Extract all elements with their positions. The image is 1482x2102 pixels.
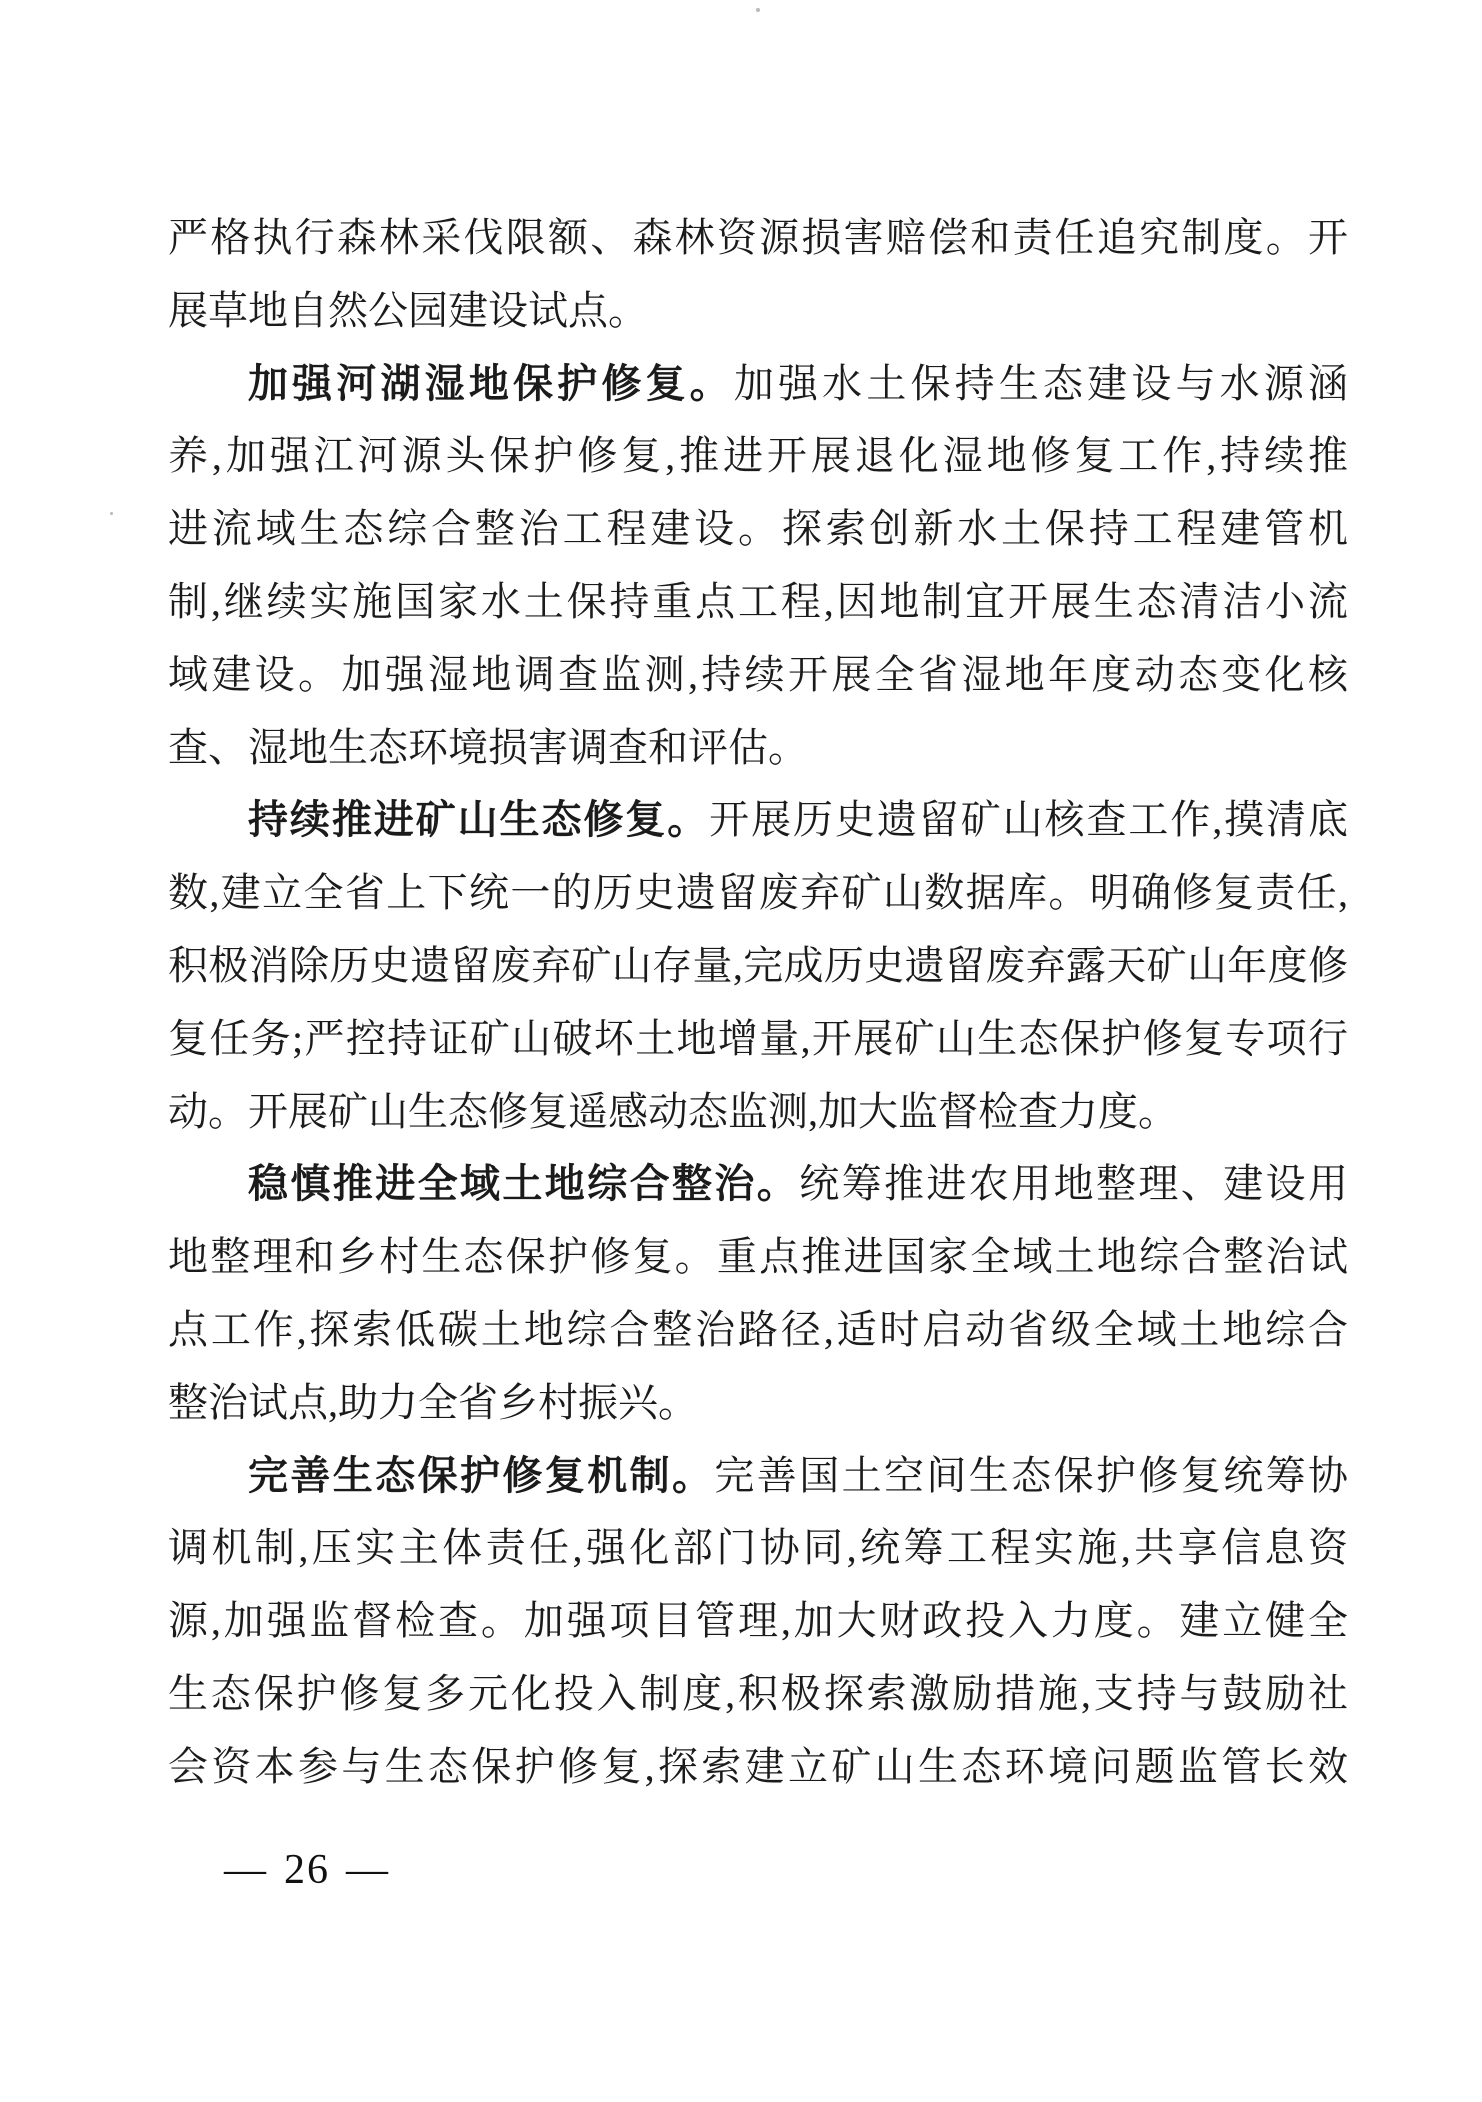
footer-right-dash: — [346,1847,390,1893]
body-text [168,202,1348,1804]
line-text: 开展历史遗留矿山核查工作,摸清底 [709,797,1349,843]
paragraph-lead: 持续推进矿山生态修复。 [248,797,710,843]
text-line [168,1585,1348,1658]
line-text: 点工作,探索低碳土地综合整治路径,适时启动省级全域土地综合 [168,1306,1348,1352]
line-text: 完善国土空间生态保护修复统筹协 [714,1452,1349,1498]
text-line [168,1003,1348,1076]
text-line [168,1512,1348,1585]
page-footer [224,1846,390,1894]
paragraph-lead: 加强河湖湿地保护修复。 [248,360,734,406]
text-line [168,1294,1348,1367]
text-line [168,1076,1348,1149]
scan-artifact-speck [110,512,113,515]
line-text: 数,建立全省上下统一的历史遗留废弃矿山数据库。明确修复责任, [168,870,1348,916]
text-line [168,348,1348,421]
line-text: 复任务;严控持证矿山破坏土地增量,开展矿山生态保护修复专项行 [168,1015,1348,1061]
text-line [168,712,1348,785]
line-text: 制,继续实施国家水土保持重点工程,因地制宜开展生态清洁小流 [168,578,1348,624]
line-text: 整治试点,助力全省乡村振兴。 [168,1379,698,1425]
line-text: 地整理和乡村生态保护修复。重点推进国家全域土地综合整治试 [168,1234,1348,1280]
line-text: 域建设。加强湿地调查监测,持续开展全省湿地年度动态变化核 [168,651,1348,697]
line-text: 积极消除历史遗留废弃矿山存量,完成历史遗留废弃露天矿山年度修 [168,942,1348,988]
line-text: 动。开展矿山生态修复遥感动态监测,加大监督检查力度。 [168,1088,1178,1134]
text-line [168,1367,1348,1440]
line-text: 进流域生态综合整治工程建设。探索创新水土保持工程建管机 [168,506,1348,552]
text-line [168,1731,1348,1804]
text-line [168,784,1348,857]
text-line [168,1658,1348,1731]
line-text: 展草地自然公园建设试点。 [168,287,648,333]
text-line [168,930,1348,1003]
text-line [168,420,1348,493]
paragraph-lead: 完善生态保护修复机制。 [248,1452,715,1498]
line-text: 严格执行森林采伐限额、森林资源损害赔偿和责任追究制度。开 [168,215,1348,260]
line-text: 源,加强监督检查。加强项目管理,加大财政投入力度。建立健全 [168,1598,1348,1644]
line-text: 查、湿地生态环境损害调查和评估。 [168,724,808,770]
footer-left-dash: — [224,1847,268,1893]
line-text: 生态保护修复多元化投入制度,积极探索激励措施,支持与鼓励社 [168,1670,1348,1716]
text-line [168,639,1348,712]
scan-artifact-speck [756,8,760,12]
line-text: 加强水土保持生态建设与水源涵 [733,360,1349,406]
line-text: 统筹推进农用地整理、建设用 [799,1161,1349,1207]
line-text: 会资本参与生态保护修复,探索建立矿山生态环境问题监管长效 [168,1743,1348,1789]
line-text: 养,加强江河源头保护修复,推进开展退化湿地修复工作,持续推 [168,433,1348,479]
text-line [168,566,1348,639]
text-line [168,275,1348,348]
text-line [168,202,1348,275]
text-line [168,857,1348,930]
page-number: 26 [284,1847,330,1893]
text-line [168,1148,1348,1221]
text-line [168,1440,1348,1513]
text-line [168,493,1348,566]
paragraph-lead: 稳慎推进全域土地综合整治。 [248,1161,800,1207]
line-text: 调机制,压实主体责任,强化部门协同,统筹工程实施,共享信息资 [168,1525,1348,1571]
text-line [168,1221,1348,1294]
